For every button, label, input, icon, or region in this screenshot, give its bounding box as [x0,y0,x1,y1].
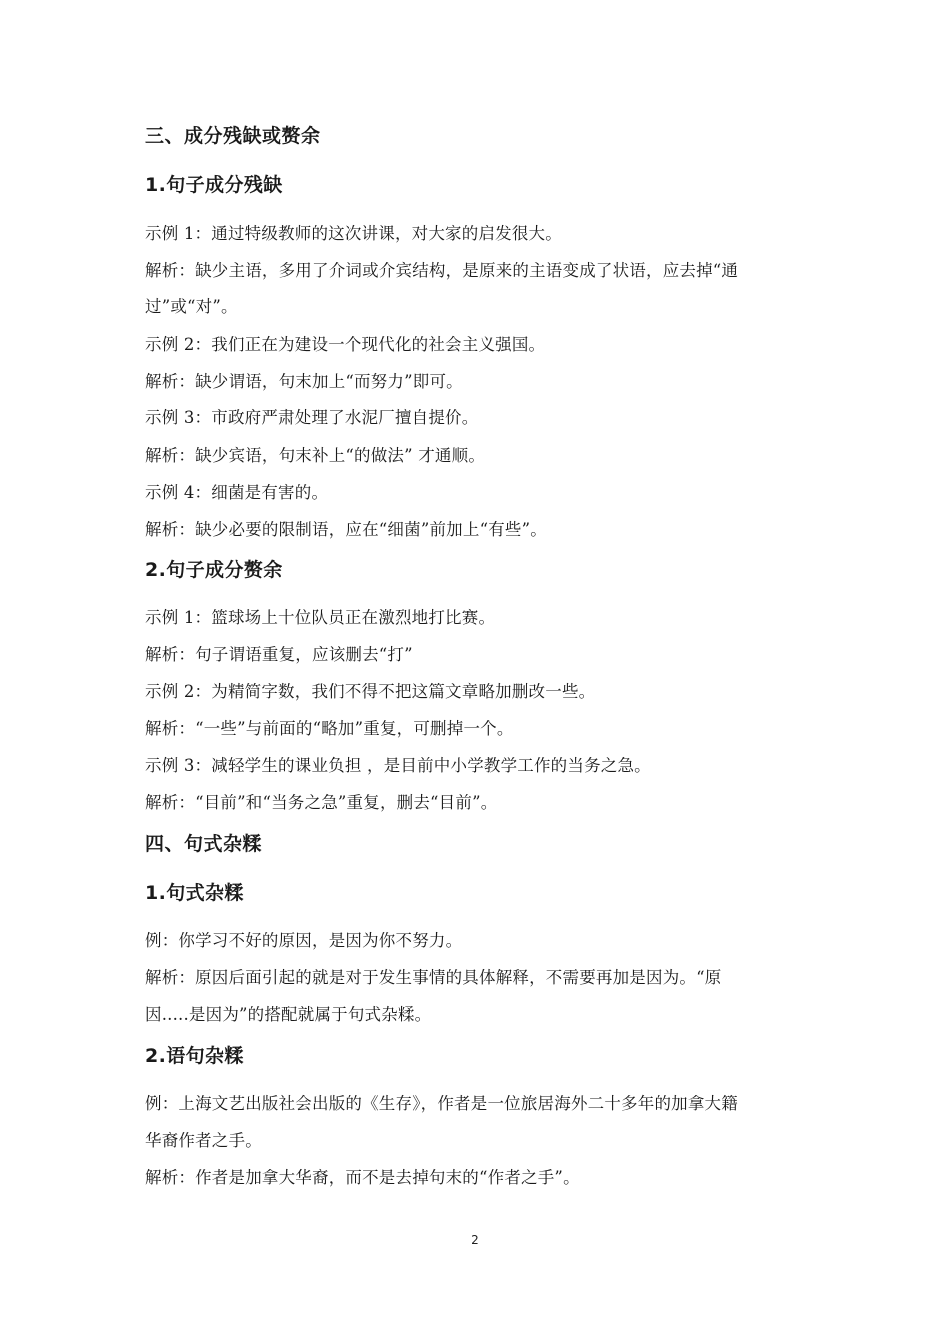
page-number: 2 [471,1233,479,1247]
paragraph-line: 示例 2：我们正在为建设一个现代化的社会主义强国。 [145,335,546,354]
paragraph-line: 因.....是因为”的搭配就属于句式杂糅。 [145,1005,432,1024]
paragraph-line: 解析：缺少必要的限制语，应在“细菌”前加上“有些”。 [145,520,547,539]
paragraph-line: 例：上海文艺出版社会出版的《生存》，作者是一位旅居海外二十多年的加拿大籍 [145,1094,738,1113]
paragraph-line: 解析：缺少主语，多用了介词或介宾结构，是原来的主语变成了状语，应去掉“通 [145,261,739,280]
paragraph-line: 示例 3：减轻学生的课业负担 ，是目前中小学教学工作的当务之急。 [145,756,651,775]
paragraph-line: 解析：作者是加拿大华裔，而不是去掉句末的“作者之手”。 [145,1168,580,1187]
section-heading: 三、成分残缺或赘余 [145,125,321,147]
paragraph-line: 示例 2：为精简字数，我们不得不把这篇文章略加删改一些。 [145,682,596,701]
paragraph-line: 示例 1：篮球场上十位队员正在激烈地打比赛。 [145,608,496,627]
paragraph-line: 解析：“目前”和“当务之急”重复，删去“目前”。 [145,793,498,812]
section-heading: 四、句式杂糅 [145,833,263,855]
paragraph-line: 示例 3：市政府严肃处理了水泥厂擅自提价。 [145,408,479,427]
paragraph-line: 示例 4：细菌是有害的。 [145,483,329,502]
subsection-heading: 1.句子成分残缺 [145,174,283,196]
paragraph-line: 示例 1：通过特级教师的这次讲课，对大家的启发很大。 [145,224,562,243]
paragraph-line: 解析：缺少宾语，句末补上“的做法” 才通顺。 [145,446,486,465]
paragraph-line: 例：你学习不好的原因，是因为你不努力。 [145,931,463,950]
paragraph-line: 过”或“对”。 [145,297,238,316]
paragraph-line: 解析：句子谓语重复，应该删去“打” [145,645,413,664]
paragraph-line: 华裔作者之手。 [145,1131,262,1150]
paragraph-line: 解析：“一些”与前面的“略加”重复，可删掉一个。 [145,719,514,738]
subsection-heading: 1.句式杂糅 [145,882,244,904]
paragraph-line: 解析：原因后面引起的就是对于发生事情的具体解释，不需要再加是因为。“原 [145,968,722,987]
subsection-heading: 2.语句杂糅 [145,1045,244,1067]
subsection-heading: 2.句子成分赘余 [145,559,283,581]
paragraph-line: 解析：缺少谓语，句末加上“而努力”即可。 [145,372,463,391]
